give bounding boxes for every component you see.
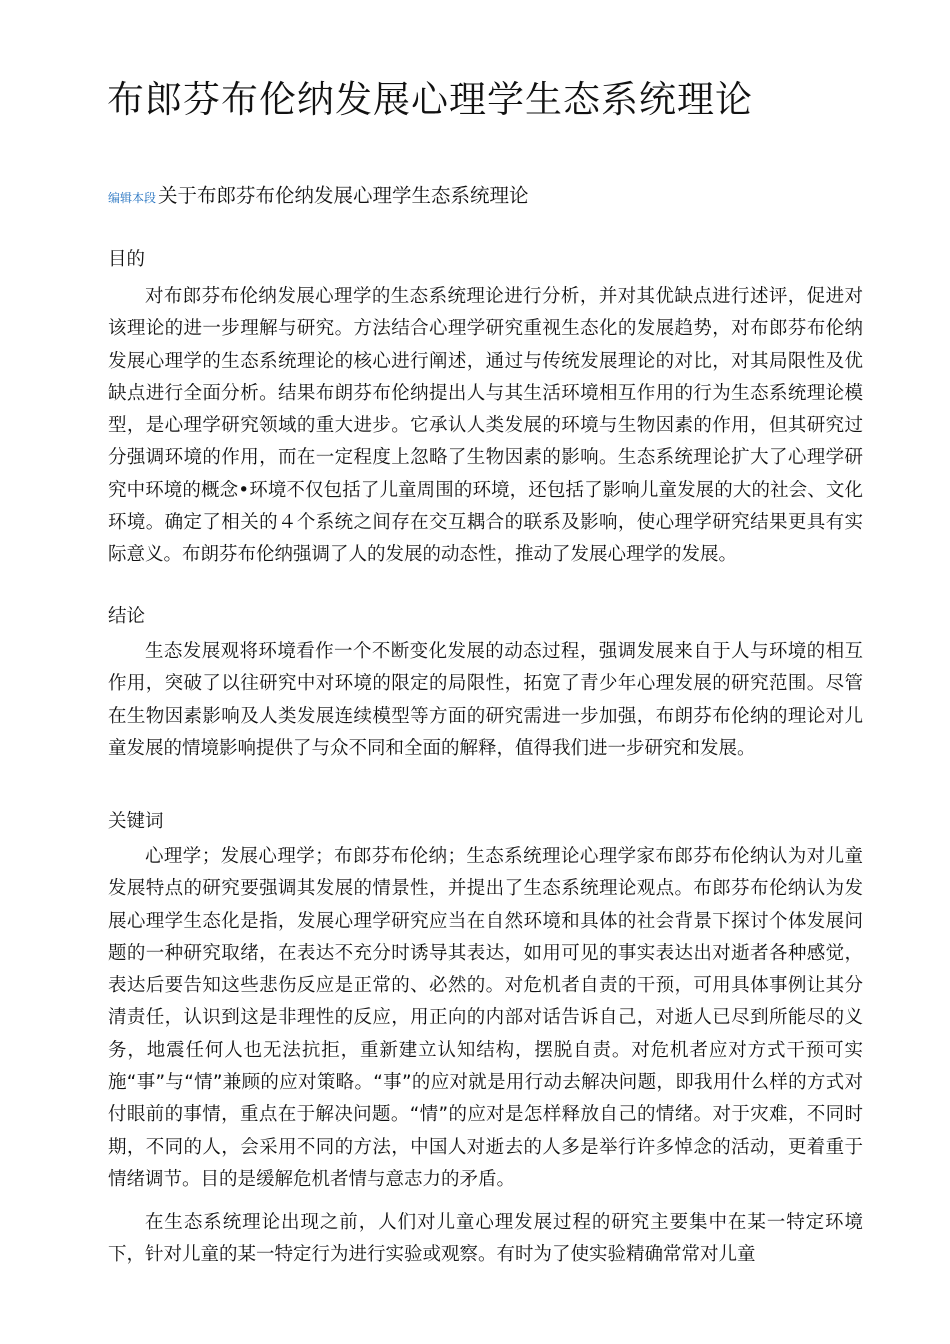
edit-section-link[interactable]: 编辑本段 <box>108 191 157 205</box>
purpose-paragraph: 对布郎芬布伦纳发展心理学的生态系统理论进行分析，并对其优缺点进行述评，促进对该理论的进一步理解与研究。方法结合心理学研究重视生态化的发展趋势，对布郎芬布伦纳发展心理学的生态系统理论的核心进行阐述，通过与传统发展理论的对比，对其局限性及优缺点进行全面分析。结果布朗芬布伦纳提出人与其生活环境相互作用的行为生态系统理论模型，是心理学研究领域的重大进步。它承认人类发展的环境与生物因素的作用，但其研究过分强调环境的作用，而在一定程度上忽略了生物因素的影响。生态系统理论扩大了心理学研究中环境的概念•环境不仅包括了儿童周围的环境，还包括了影响儿童发展的大的社会、文化环境。确定了相关的４个系统之间存在交互耦合的联系及影响，使心理学研究结果更具有实际意义。布朗芬布伦纳强调了人的发展的动态性，推动了发展心理学的发展。 <box>108 286 863 566</box>
purpose-heading: 目的 <box>108 249 146 270</box>
keywords-paragraph: 心理学；发展心理学；布郎芬布伦纳；生态系统理论心理学家布郎芬布伦纳认为对儿童发展特点的研究要强调其发展的情景性，并提出了生态系统理论观点。布郎芬布伦纳认为发展心理学生态化是指，发展心理学研究应当在自然环境和具体的社会背景下探讨个体发展问题的一种研究取绪，在表达不充分时诱导其表达，如用可见的事实表达出对逝者各种感觉，表达后要告知这些悲伤反应是正常的、必然的。对危机者自责的干预，可用具体事例让其分清责任，认识到这是非理性的反应，用正向的内部对话告诉自己，对逝人已尽到所能尽的义务，地震任何人也无法抗拒，重新建立认知结构，摆脱自责。对危机者应对方式干预可实施“事”与“情”兼顾的应对策略。“事”的应对就是用行动去解决问题，即我用什么样的方式对付眼前的事情，重点在于解决问题。“情”的应对是怎样释放自己的情绪。对于灾难，不同时期，不同的人，会采用不同的方法，中国人对逝去的人多是举行许多悼念的活动，更着重于情绪调节。目的是缓解危机者情与意志力的矛盾。 <box>108 846 863 1190</box>
conclusion-paragraph: 生态发展观将环境看作一个不断变化发展的动态过程，强调发展来自于人与环境的相互作用，突破了以往研究中对环境的限定的局限性，拓宽了青少年心理发展的研究范围。尽管在生物因素影响及人类发展连续模型等方面的研究需进一步加强，布朗芬布伦纳的理论对儿童发展的情境影响提供了与众不同和全面的解释，值得我们进一步研究和发展。 <box>108 641 863 759</box>
section-heading: 关于布郎芬布伦纳发展心理学生态系统理论 <box>158 184 529 207</box>
keywords-heading: 关键词 <box>108 811 164 832</box>
conclusion-heading: 结论 <box>108 606 146 627</box>
page-title: 布郎芬布伦纳发展心理学生态系统理论 <box>107 78 753 121</box>
section-heading-row <box>108 182 529 212</box>
body-paragraph: 在生态系统理论出现之前，人们对儿童心理发展过程的研究主要集中在某一特定环境下，针对儿童的某一特定行为进行实验或观察。有时为了使实验精确常常对儿童 <box>108 1212 863 1266</box>
